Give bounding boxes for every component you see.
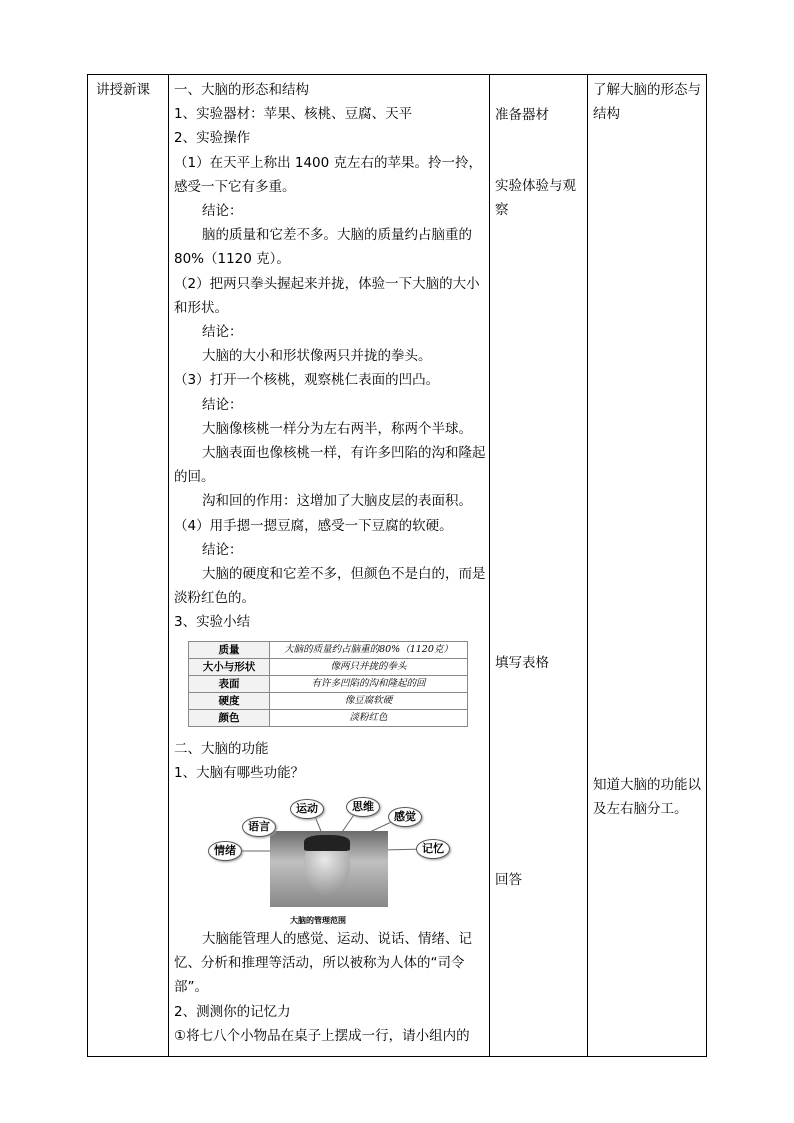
bubble-motion: 运动 [290, 799, 324, 819]
memory-test-title: 2、测测你的记忆力 [174, 1003, 291, 1020]
row-label: 讲授新课 [96, 82, 150, 98]
step1-conclusion: 脑的质量和它差不多。大脑的质量约占脑重的 80%（1120 克）。 [174, 227, 472, 268]
conclusion-label: 结论： [202, 203, 243, 220]
memory-test-step1: ①将七八个小物品在桌子上摆成一行，请小组内的 [174, 1027, 470, 1044]
step3-conclusion-3: 沟和回的作用：这增加了大脑皮层的表面积。 [202, 493, 472, 510]
step2-conclusion: 大脑的大小和形状像两只并拢的拳头。 [202, 348, 432, 365]
step3-conclusion-2: 大脑表面也像核桃一样，有许多凹陷的沟和隆起的回。 [174, 445, 486, 486]
conclusion-label: 结论： [202, 541, 243, 558]
teaching-content [174, 78, 490, 1048]
goal-1: 了解大脑的形态与结构 [593, 82, 701, 123]
bubble-language: 语言 [242, 817, 276, 837]
lesson-table [87, 74, 707, 1057]
conclusion-label: 结论： [202, 396, 243, 413]
materials: 1、实验器材：苹果、核桃、豆腐、天平 [174, 106, 413, 123]
student-activity-1: 准备器材 [495, 107, 549, 123]
student-activity-2: 实验体验与观察 [495, 178, 576, 218]
bubble-thinking: 思维 [346, 797, 380, 817]
step4: （4）用手摁一摁豆腐，感受一下豆腐的软硬。 [174, 517, 453, 534]
section2-title: 二、大脑的功能 [174, 740, 269, 757]
hair-shape [304, 835, 350, 851]
step3: （3）打开一个核桃，观察桃仁表面的凹凸。 [174, 372, 440, 389]
table-row: 表面 有许多凹陷的沟和隆起的回 [189, 675, 468, 692]
student-activity-4: 回答 [495, 872, 522, 888]
table-row: 质量 大脑的质量约占脑重的80%（1120克） [189, 641, 468, 658]
bubble-memory: 记忆 [416, 839, 450, 859]
boy-photo [270, 831, 388, 907]
operation-title: 2、实验操作 [174, 130, 251, 147]
table-row: 颜色 淡粉红色 [189, 709, 468, 726]
step2: （2）把两只拳头握起来并拢，体验一下大脑的大小和形状。 [174, 275, 480, 316]
brain-function-figure [202, 791, 462, 926]
section2-text: 大脑能管理人的感觉、运动、说话、情绪、记忆、分析和推理等活动，所以被称为人体的“司令部”。 [174, 931, 472, 996]
summary-table [188, 641, 468, 727]
step4-conclusion: 大脑的硬度和它差不多，但颜色不是白的，而是淡粉红色的。 [174, 566, 486, 607]
bubble-emotion: 情绪 [208, 841, 242, 861]
step1: （1）在天平上称出 1400 克左右的苹果。拎一拎，感受一下它有多重。 [174, 154, 483, 195]
bubble-sense: 感觉 [388, 807, 422, 827]
step3-conclusion-1: 大脑像核桃一样分为左右两半，称两个半球。 [202, 420, 472, 437]
student-activity-3: 填写表格 [495, 655, 549, 671]
table-row: 大小与形状 像两只并拢的拳头 [189, 658, 468, 675]
goal-2: 知道大脑的功能以及左右脑分工。 [593, 777, 701, 818]
section1-title: 一、大脑的形态和结构 [174, 82, 309, 98]
table-row: 硬度 像豆腐软硬 [189, 692, 468, 709]
summary-title: 3、实验小结 [174, 614, 251, 631]
conclusion-label: 结论： [202, 324, 243, 341]
section2-question: 1、大脑有哪些功能？ [174, 764, 305, 781]
figure-caption: 大脑的管理范围 [290, 916, 346, 926]
